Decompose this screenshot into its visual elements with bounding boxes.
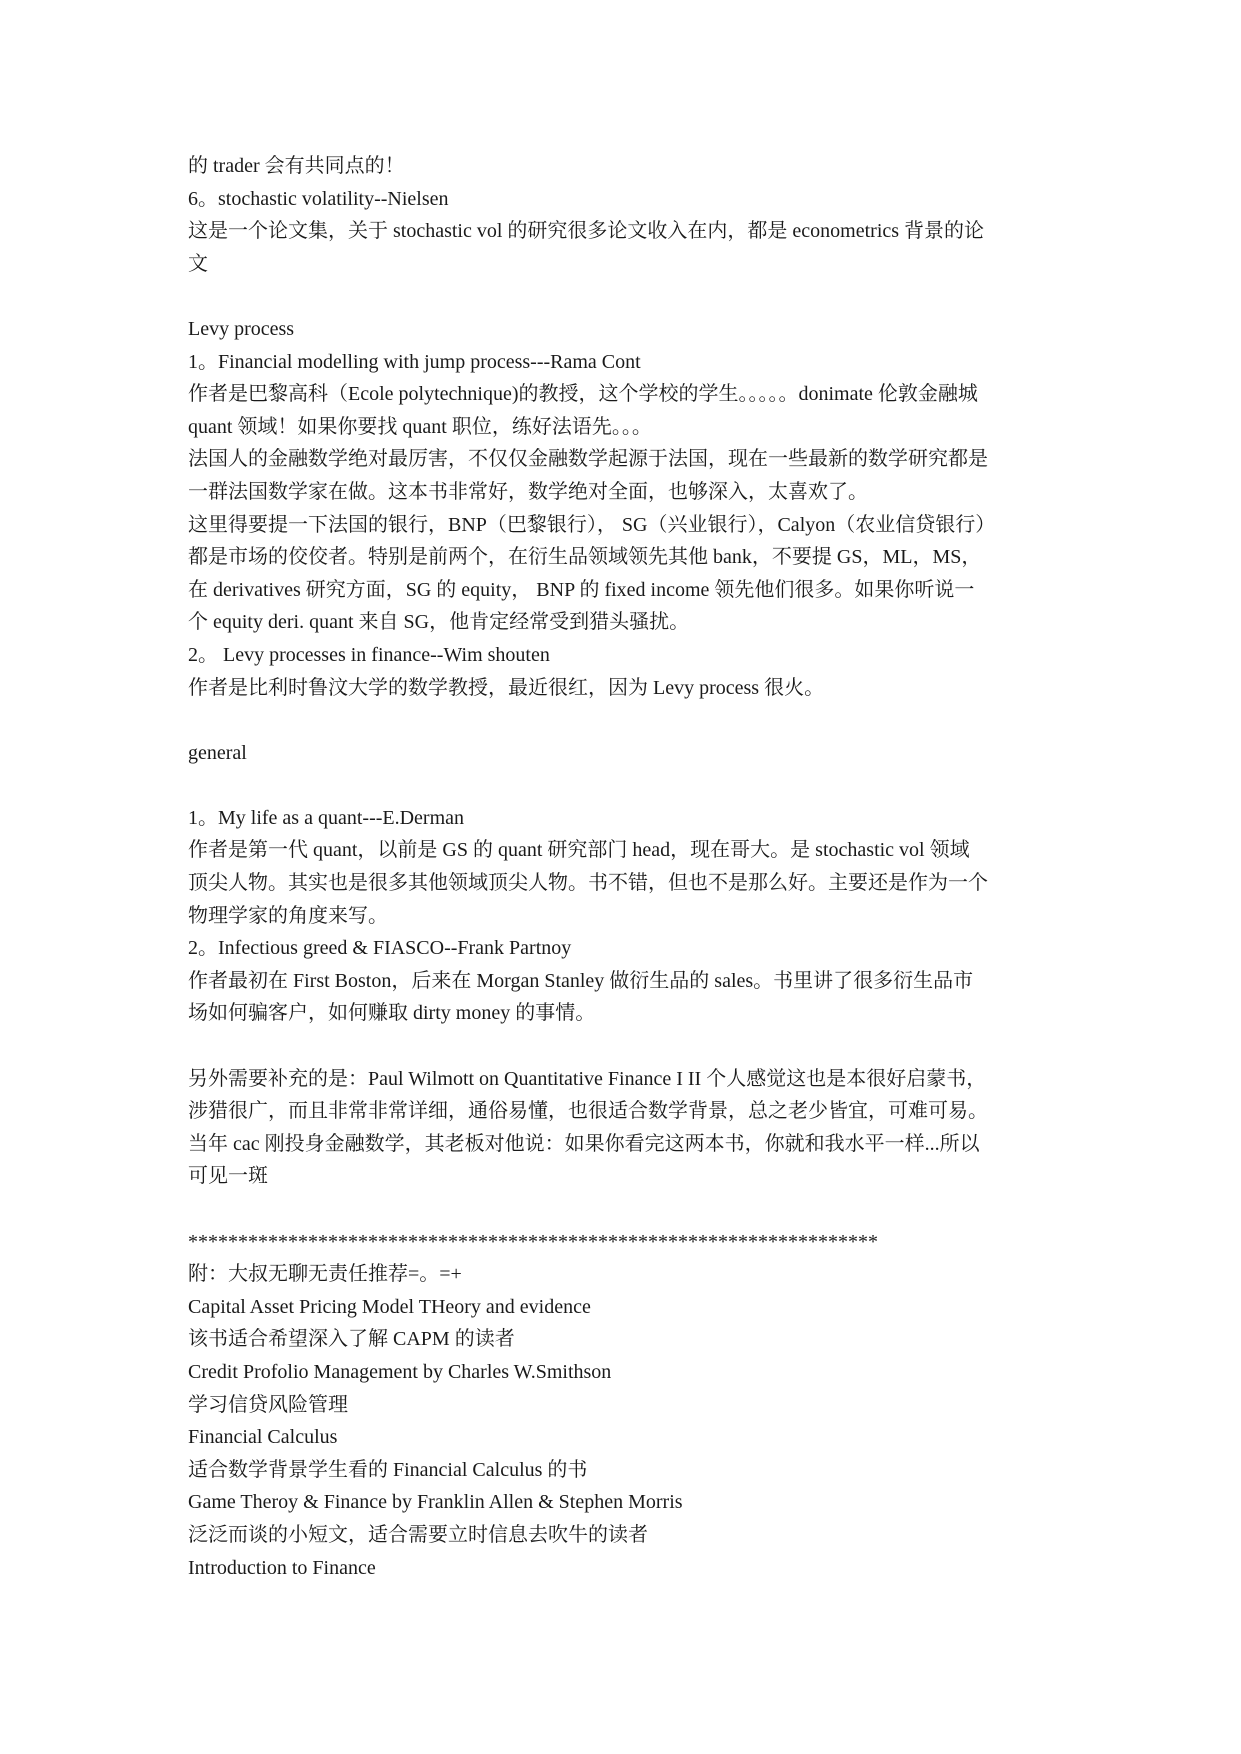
text-line: 另外需要补充的是：Paul Wilmott on Quantitative Finance I II 个人感觉这也是本很好启蒙书， <box>188 1067 987 1090</box>
blank-line <box>188 704 1068 737</box>
book-title: Introduction to Finance <box>188 1556 376 1579</box>
book-comment: 适合数学背景学生看的 Financial Calculus 的书 <box>188 1458 588 1481</box>
text-line: 都是市场的佼佼者。特别是前两个，在衍生品领域领先其他 bank，不要提 GS，ML，MS， <box>188 546 982 569</box>
text-line: 作者是第一代 quant，以前是 GS 的 quant 研究部门 head，现在哥大。是 stochastic vol 领域 <box>188 839 970 862</box>
text-line: 这里得要提一下法国的银行，BNP（巴黎银行）， SG（兴业银行），Calyon（农业信贷银行） <box>188 513 996 536</box>
text-line: 作者是比利时鲁汶大学的数学教授，最近很红，因为 Levy process 很火。 <box>188 676 825 699</box>
book-title: Credit Profolio Management by Charles W.Smithson <box>188 1360 612 1383</box>
blank-line <box>188 280 1068 313</box>
list-item-heading: 1。Financial modelling with jump process---Rama Cont <box>188 350 641 373</box>
text-line: 物理学家的角度来写。 <box>188 904 388 927</box>
text-line: 可见一斑 <box>188 1165 268 1188</box>
text-line: 一群法国数学家在做。这本书非常好，数学绝对全面，也够深入，太喜欢了。 <box>188 480 868 503</box>
book-title: Game Theroy & Finance by Franklin Allen & Stephen Morris <box>188 1491 683 1514</box>
text-line: 个 equity deri. quant 来自 SG，他肯定经常受到猎头骚扰。 <box>188 611 690 634</box>
section-heading-levy-process: Levy process <box>188 317 295 340</box>
list-item-heading: 6。stochastic volatility--Nielsen <box>188 187 449 210</box>
book-title: Capital Asset Pricing Model THeory and evidence <box>188 1295 591 1318</box>
book-comment: 该书适合希望深入了解 CAPM 的读者 <box>188 1328 515 1351</box>
separator-line: ********************************************************************* <box>188 1230 878 1253</box>
text-line: 场如何骗客户，如何赚取 dirty money 的事情。 <box>188 1002 596 1025</box>
list-item-heading: 2。Infectious greed & FIASCO--Frank Partnoy <box>188 937 572 960</box>
text-line: 当年 cac 刚投身金融数学，其老板对他说：如果你看完这两本书，你就和我水平一样...所以 <box>188 1132 980 1155</box>
list-item-heading: 2。 Levy processes in finance--Wim shouten <box>188 643 550 666</box>
document-page <box>188 150 1068 1584</box>
book-title: Financial Calculus <box>188 1426 338 1449</box>
text-line: 在 derivatives 研究方面，SG 的 equity， BNP 的 fixed income 领先他们很多。如果你听说一 <box>188 578 975 601</box>
blank-line <box>188 1193 1068 1226</box>
text-line: 作者是巴黎高科（Ecole polytechnique)的教授，这个学校的学生。。。。。donimate 伦敦金融城 <box>188 383 978 406</box>
list-item-heading: 1。My life as a quant---E.Derman <box>188 806 465 829</box>
text-line: quant 领域！如果你要找 quant 职位，练好法语先。。。 <box>188 415 652 438</box>
text-line: 顶尖人物。其实也是很多其他领域顶尖人物。书不错，但也不是那么好。主要还是作为一个 <box>188 872 988 895</box>
text-line: 作者最初在 First Boston，后来在 Morgan Stanley 做衍生品的 sales。书里讲了很多衍生品市 <box>188 969 974 992</box>
book-comment: 泛泛而谈的小短文，适合需要立时信息去吹牛的读者 <box>188 1523 648 1546</box>
section-heading-general: general <box>188 741 247 764</box>
text-line: 的 trader 会有共同点的！ <box>188 155 405 177</box>
text-line: 法国人的金融数学绝对最厉害，不仅仅金融数学起源于法国，现在一些最新的数学研究都是 <box>188 448 988 471</box>
text-line: 这是一个论文集，关于 stochastic vol 的研究很多论文收入在内，都是 econometrics 背景的论 <box>188 220 985 243</box>
blank-line <box>188 769 1068 802</box>
book-comment: 学习信贷风险管理 <box>188 1393 348 1416</box>
text-line: 涉猎很广，而且非常非常详细，通俗易懂，也很适合数学背景，总之老少皆宜，可难可易。 <box>188 1100 988 1123</box>
text-line: 文 <box>188 252 208 275</box>
blank-line <box>188 1030 1068 1063</box>
appendix-heading: 附：大叔无聊无责任推荐=。=+ <box>188 1263 462 1286</box>
